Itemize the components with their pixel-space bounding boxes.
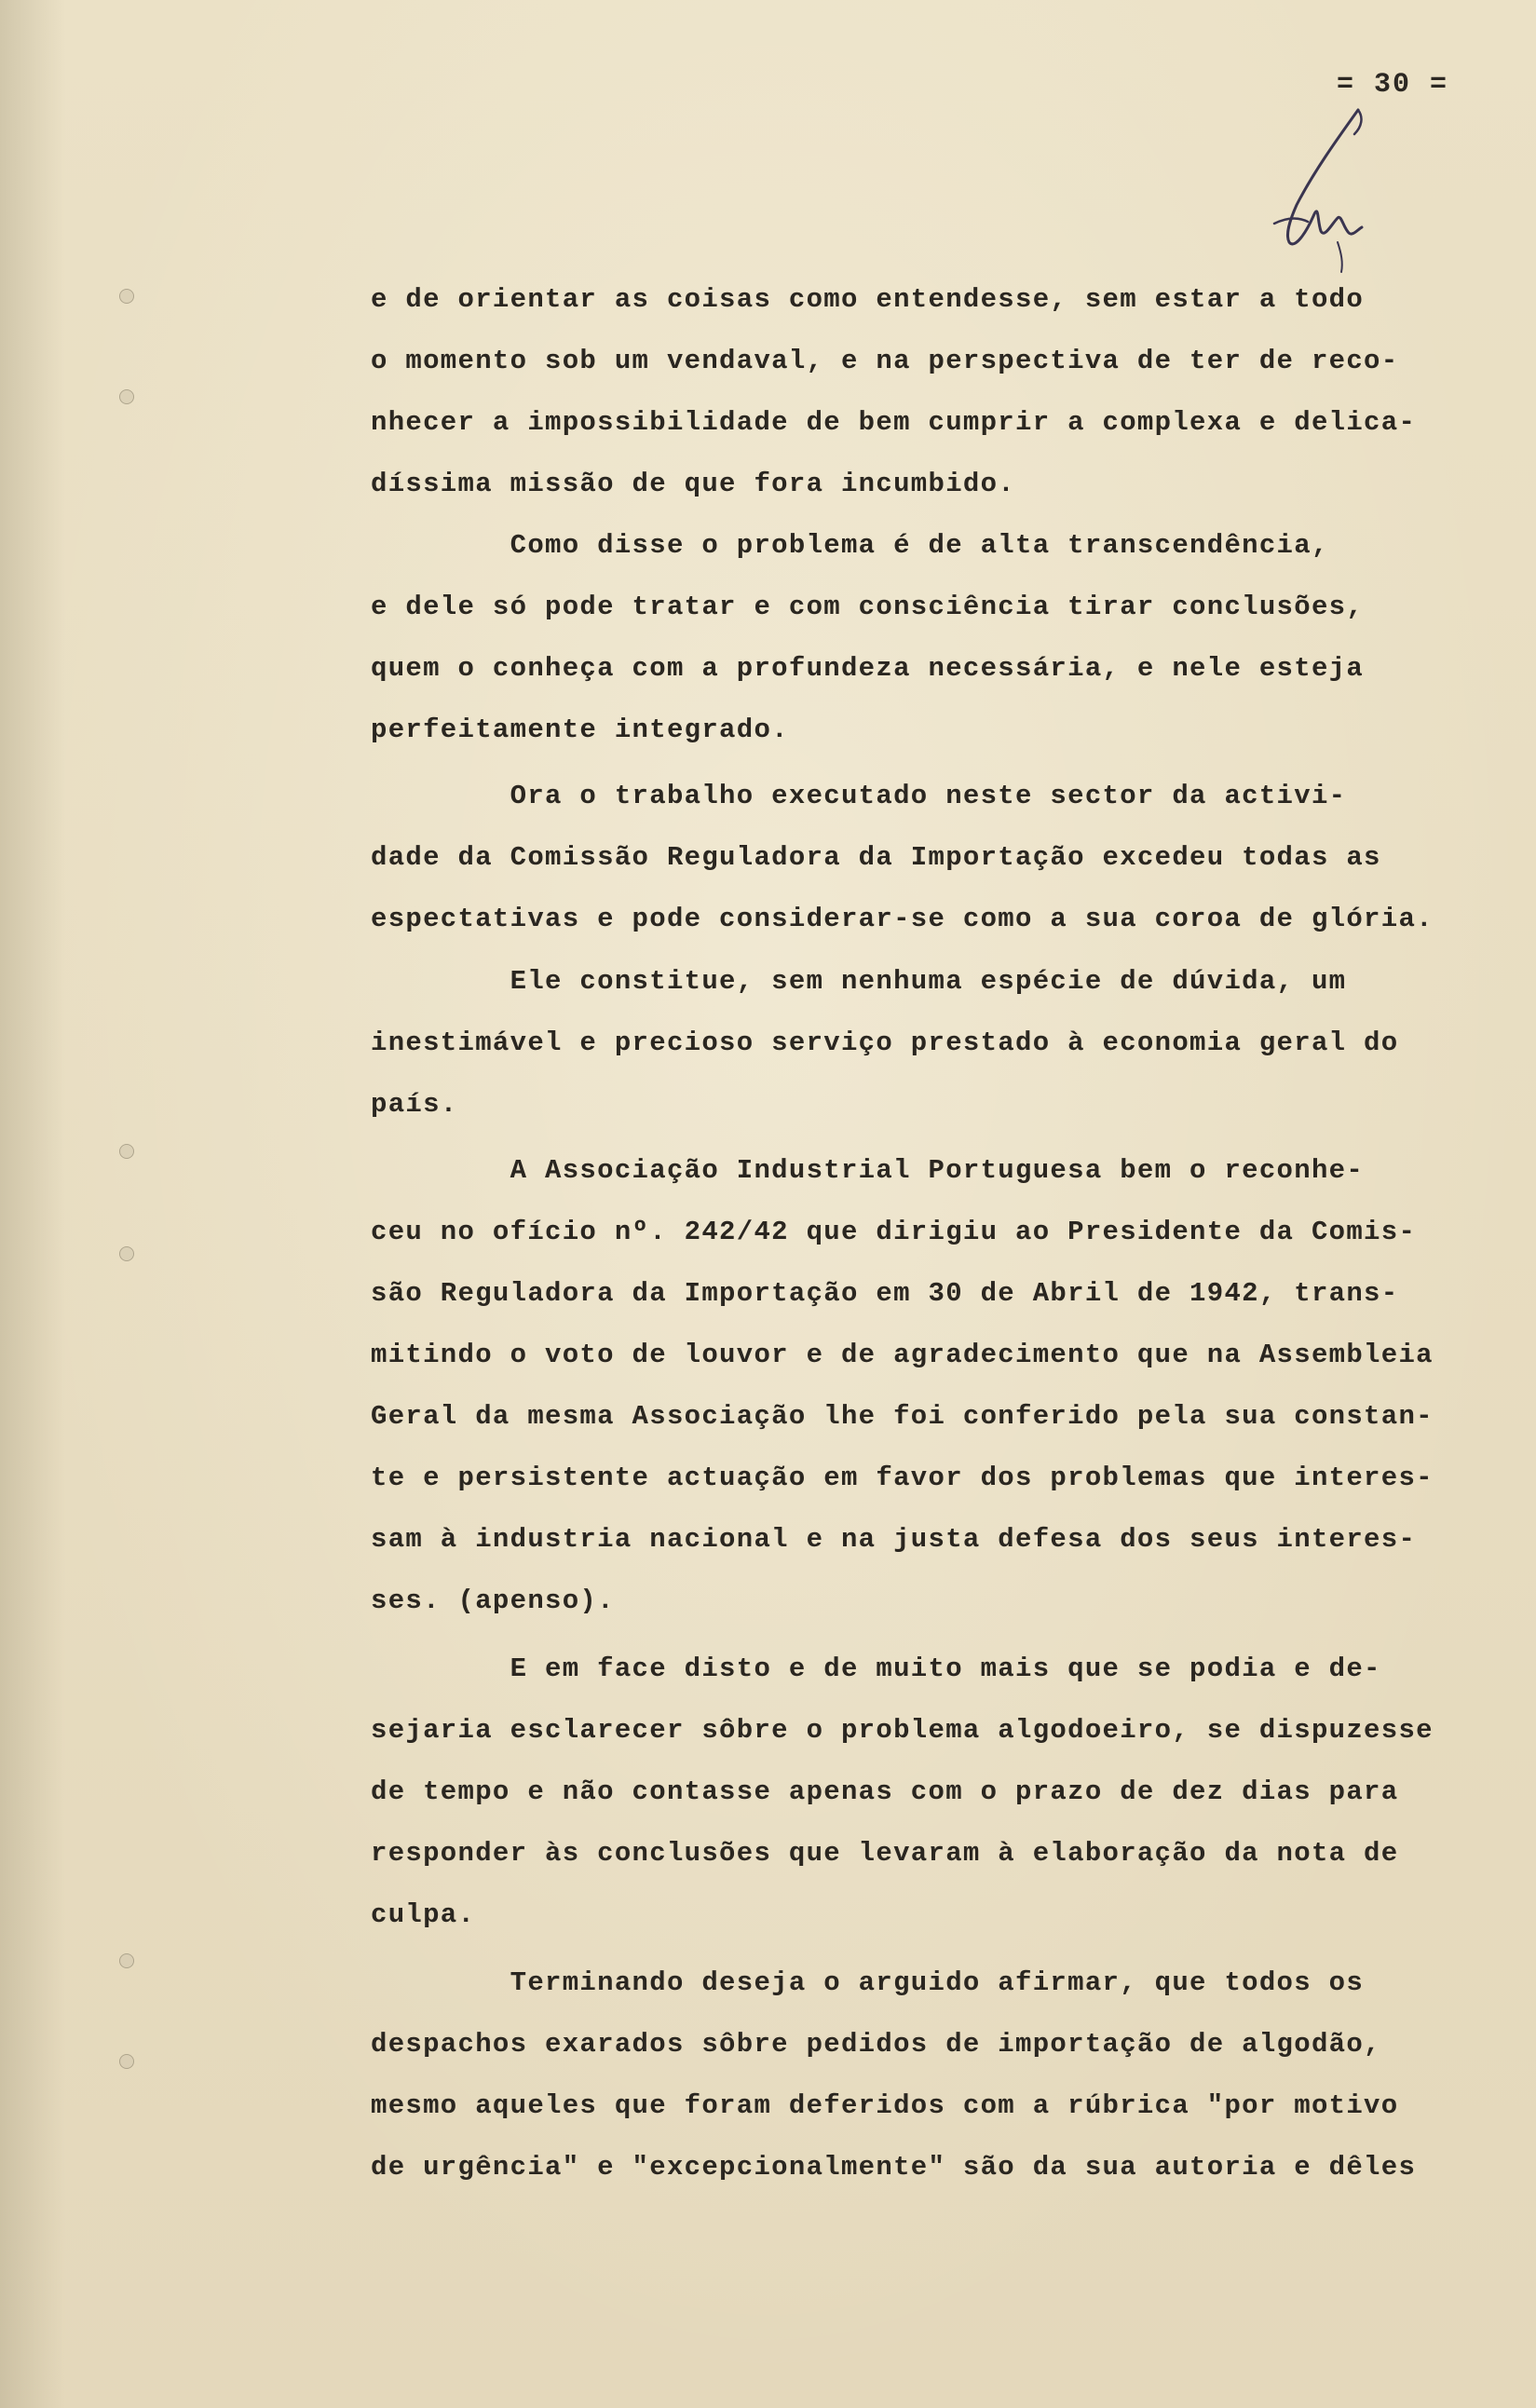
text-line: Como disse o problema é de alta transcendência, bbox=[371, 530, 1329, 561]
text-line: quem o conheça com a profundeza necessária, e nele esteja bbox=[371, 653, 1365, 684]
punch-hole bbox=[119, 1246, 134, 1261]
text-line: dade da Comissão Reguladora da Importação excedeu todas as bbox=[371, 842, 1381, 873]
text-line: te e persistente actuação em favor dos problemas que interes- bbox=[371, 1462, 1434, 1493]
text-line: Ele constitue, sem nenhuma espécie de dúvida, um bbox=[371, 966, 1347, 997]
text-line: sejaria esclarecer sôbre o problema algodoeiro, se dispuzesse bbox=[371, 1715, 1434, 1746]
text-line: e de orientar as coisas como entendesse, sem estar a todo bbox=[371, 284, 1365, 315]
paper-edge-shadow bbox=[0, 0, 65, 2408]
page-number: = 30 = bbox=[1337, 69, 1449, 101]
text-line: país. bbox=[371, 1089, 458, 1120]
text-line: de urgência" e "excepcionalmente" são da sua autoria e dêles bbox=[371, 2152, 1417, 2183]
punch-hole bbox=[119, 2054, 134, 2069]
text-line: de tempo e não contasse apenas com o prazo de dez dias para bbox=[371, 1776, 1399, 1807]
text-line: ceu no ofício nº. 242/42 que dirigiu ao Presidente da Comis- bbox=[371, 1217, 1417, 1247]
text-line: Geral da mesma Associação lhe foi conferido pela sua constan- bbox=[371, 1401, 1434, 1432]
text-line: o momento sob um vendaval, e na perspectiva de ter de reco- bbox=[371, 346, 1399, 376]
text-line: responder às conclusões que levaram à elaboração da nota de bbox=[371, 1838, 1399, 1869]
text-line: inestimável e precioso serviço prestado à economia geral do bbox=[371, 1027, 1399, 1058]
text-line: mesmo aqueles que foram deferidos com a rúbrica "por motivo bbox=[371, 2090, 1399, 2121]
text-line: perfeitamente integrado. bbox=[371, 714, 789, 745]
text-line: e dele só pode tratar e com consciência tirar conclusões, bbox=[371, 592, 1365, 622]
handwritten-initials bbox=[1248, 102, 1388, 279]
text-line: ses. (apenso). bbox=[371, 1585, 615, 1616]
punch-hole bbox=[119, 289, 134, 304]
text-line: A Associação Industrial Portuguesa bem o reconhe- bbox=[371, 1155, 1365, 1186]
text-line: despachos exarados sôbre pedidos de importação de algodão, bbox=[371, 2029, 1381, 2060]
text-line: sam à industria nacional e na justa defesa dos seus interes- bbox=[371, 1524, 1417, 1555]
text-line: díssima missão de que fora incumbido. bbox=[371, 469, 1016, 499]
text-line: culpa. bbox=[371, 1899, 476, 1930]
text-line: Ora o trabalho executado neste sector da activi- bbox=[371, 781, 1347, 811]
text-line: mitindo o voto de louvor e de agradecimento que na Assembleia bbox=[371, 1340, 1434, 1370]
punch-hole bbox=[119, 389, 134, 404]
text-line: são Reguladora da Importação em 30 de Abril de 1942, trans- bbox=[371, 1278, 1399, 1309]
text-line: nhecer a impossibilidade de bem cumprir a complexa e delica- bbox=[371, 407, 1417, 438]
text-line: E em face disto e de muito mais que se podia e de- bbox=[371, 1653, 1381, 1684]
punch-hole bbox=[119, 1953, 134, 1968]
text-line: espectativas e pode considerar-se como a sua coroa de glória. bbox=[371, 904, 1434, 934]
punch-hole bbox=[119, 1144, 134, 1159]
text-line: Terminando deseja o arguido afirmar, que todos os bbox=[371, 1967, 1365, 1998]
